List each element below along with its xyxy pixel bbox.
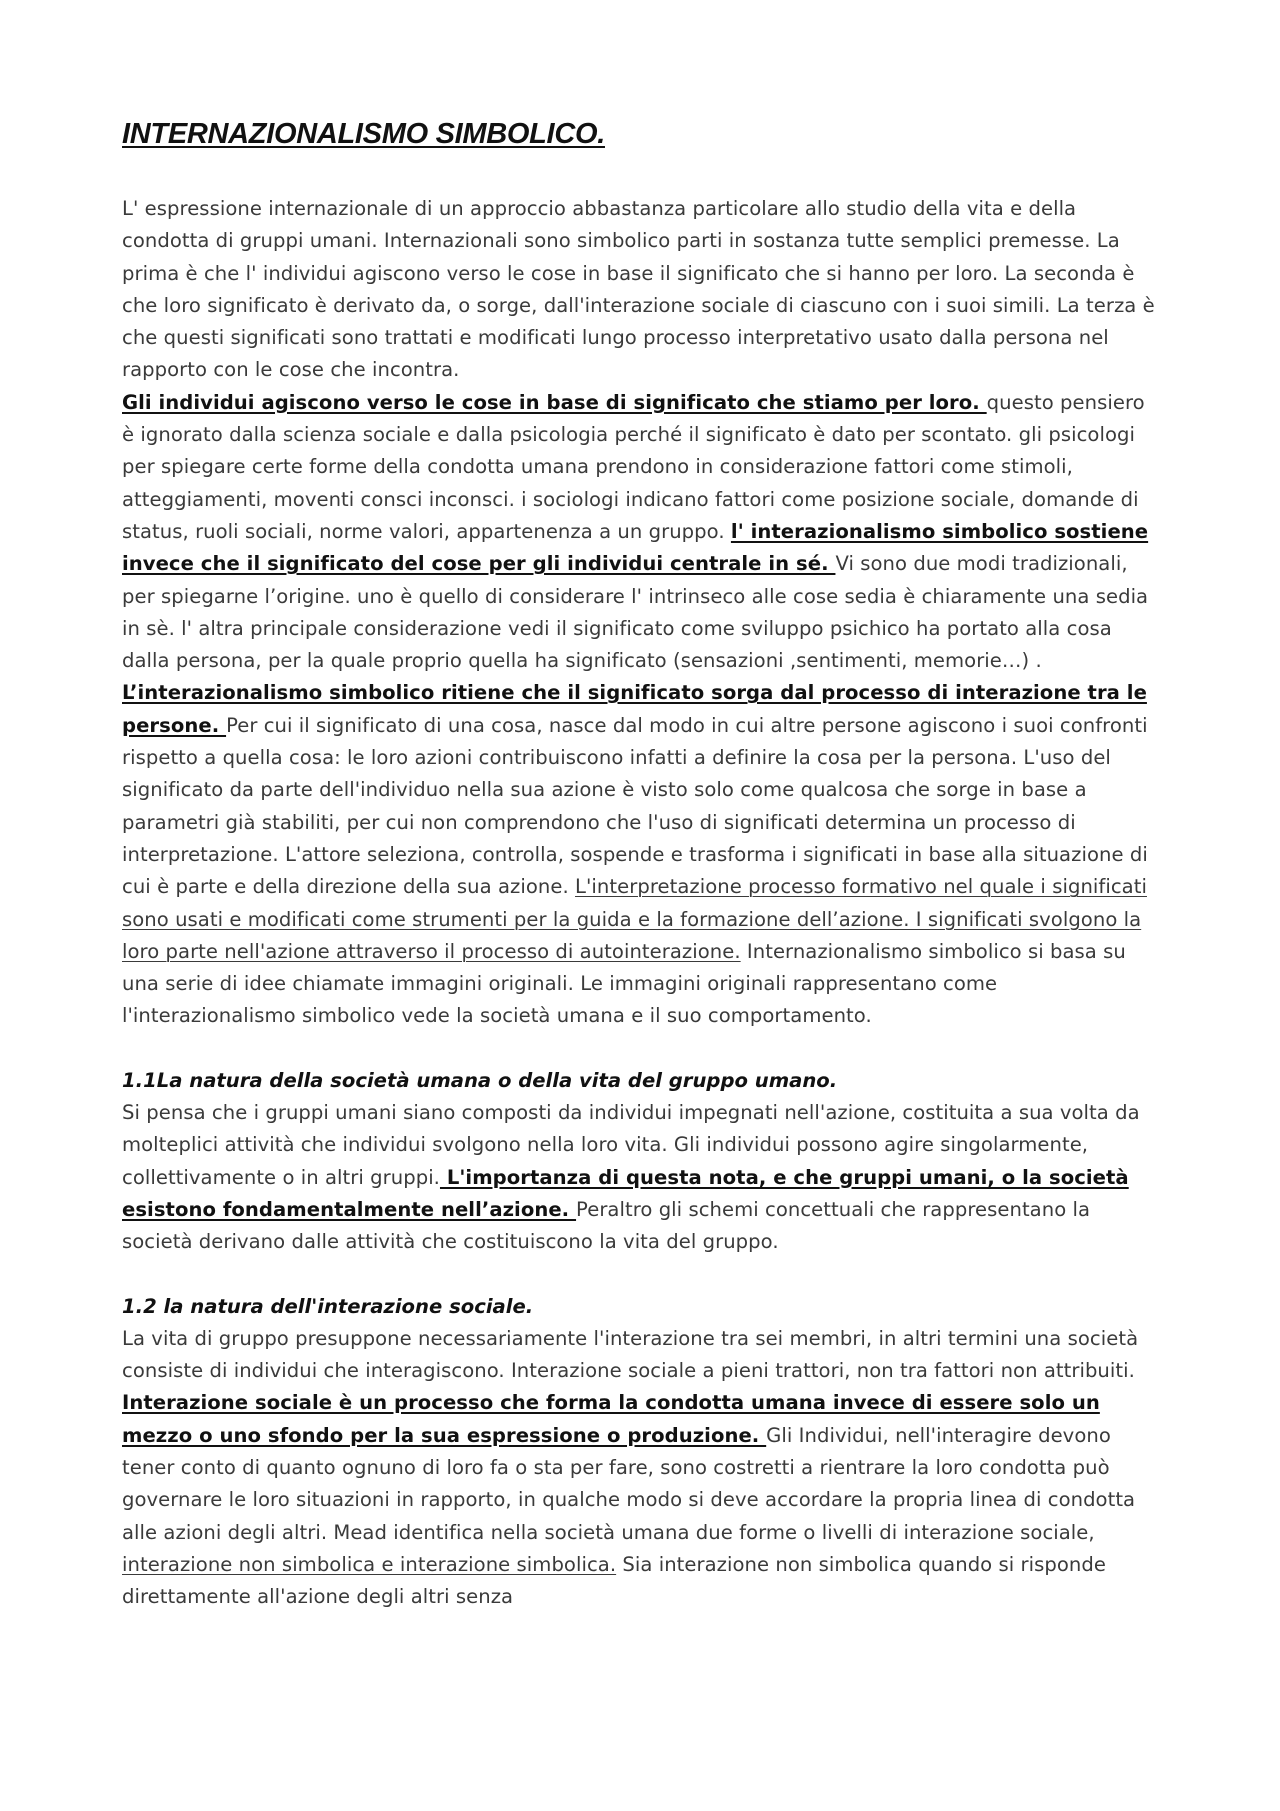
- bold-underlined-statement: Interazione sociale è un processo che forma la condotta umana invece di essere solo un mezzo o uno sfondo per la sua espressione o produzione.: [122, 1391, 1100, 1447]
- text-run: Per cui il significato di una cosa, nasce dal modo in cui altre persone agiscono i suoi confronti rispetto a quella cosa: le loro azioni contribuiscono infatti a definire la cosa per la persona. L'uso del significato da parte dell'individuo nella sua azione è visto solo come qualcosa che sorge in base a parametri già stabiliti, per cui non comprendono che l'uso di significati determina un processo di interpretazione. L'attore seleziona, controlla, sospende e trasforma i significati in base alla situazione di cui è parte e della direzione della sua azione.: [122, 713, 1148, 899]
- paragraph-intro: [122, 193, 1160, 387]
- text-run: Gli Individui, nell'interagire devono tener conto di quanto ognuno di loro fa o sta per fare, sono costretti a rientrare la loro condotta può governare le loro situazioni in rapporto, in qualche modo si deve accordare la propria linea di condotta alle azioni degli altri. Mead identifica nella società umana due forme o livelli di interazione sociale,: [122, 1423, 1136, 1544]
- underlined-statement: L'interpretazione processo formativo nel quale i significati sono usati e modificati come strumenti per la guida e la formazione dell’azione. I significati svolgono la loro parte nell'azione attraverso il processo di autointerazione.: [122, 875, 1147, 963]
- paragraph-social-interaction: [122, 1323, 1160, 1614]
- text-run: Si pensa che i gruppi umani siano composti da individui impegnati nell'azione, costituita a sua volta da molteplici attività che individui svolgono nella loro vita. Gli individui possono agire singolarmente, collettivamente o in altri gruppi.: [122, 1101, 1140, 1189]
- section-heading: 1.2 la natura dell'interazione sociale.: [122, 1294, 534, 1318]
- text-run: Peraltro gli schemi concettuali che rappresentano la società derivano dalle attività che costituiscono la vita del gruppo.: [122, 1197, 1091, 1254]
- paragraph-society: [122, 1097, 1160, 1258]
- section-1-2: [122, 1291, 1160, 1614]
- paragraph-individuals: [122, 387, 1160, 678]
- section-1-1: [122, 1065, 1160, 1259]
- page-title: INTERNAZIONALISMO SIMBOLICO.: [122, 118, 605, 150]
- paragraph-interaction: [122, 677, 1160, 1032]
- text-run: questo pensiero è ignorato dalla scienza sociale e dalla psicologia perché il significato è dato per scontato. gli psicologi per spiegare certe forme della condotta umana prendono in considerazione fattori come stimoli, atteggiamenti, moventi consci inconsci. i sociologi indicano fattori come posizione sociale, domande di status, ruoli sociali, norme valori, appartenenza a un gruppo.: [122, 390, 1145, 543]
- text-run: La vita di gruppo presuppone necessariamente l'interazione tra sei membri, in altri termini una società consiste di individui che interagiscono. Interazione sociale a pieni trattori, non tra fattori non attribuiti.: [122, 1326, 1139, 1383]
- bold-underlined-statement: Gli individui agiscono verso le cose in base di significato che stiamo per loro.: [122, 390, 987, 414]
- section-heading: 1.1La natura della società umana o della vita del gruppo umano.: [122, 1068, 838, 1092]
- bold-underlined-statement: l' interazionalismo simbolico sostiene invece che il significato del cose per gli individui centrale in sé.: [122, 519, 1149, 576]
- text-run: Sia interazione non simbolica quando si risponde direttamente all'azione degli altri senza: [122, 1552, 1106, 1609]
- bold-underlined-statement: L'importanza di questa nota, e che gruppi umani, o la società esistono fondamentalmente nell’azione.: [122, 1165, 1129, 1221]
- text-run: Vi sono due modi tradizionali, per spiegarne l’origine. uno è quello di considerare l' intrinseco alle cose sedia è chiaramente una sedia in sè. l' altra principale considerazione vedi il significato come sviluppo psichico ha portato alla cosa dalla persona, per la quale proprio quella ha significato (sensazioni ,sentimenti, memorie…) .: [122, 552, 1149, 673]
- underlined-statement: interazione non simbolica e interazione simbolica.: [122, 1552, 617, 1576]
- bold-underlined-statement: L’interazionalismo simbolico ritiene che il significato sorga dal processo di interazione tra le persone.: [122, 681, 1147, 737]
- text-run: Internazionalismo simbolico si basa su una serie di idee chiamate immagini originali. Le immagini originali rappresentano come l'interazionalismo simbolico vede la società umana e il suo comportamento.: [122, 939, 1126, 1028]
- text-run: L' espressione internazionale di un approccio abbastanza particolare allo studio della vita e della condotta di gruppi umani. Internazionali sono simbolico parti in sostanza tutte semplici premesse. La prima è che l' individui agiscono verso le cose in base il significato che si hanno per loro. La seconda è che loro significato è derivato da, o sorge, dall'interazione sociale di ciascuno con i suoi simili. La terza è che questi significati sono trattati e modificati lungo processo interpretativo usato dalla persona nel rapporto con le cose che incontra.: [122, 197, 1155, 382]
